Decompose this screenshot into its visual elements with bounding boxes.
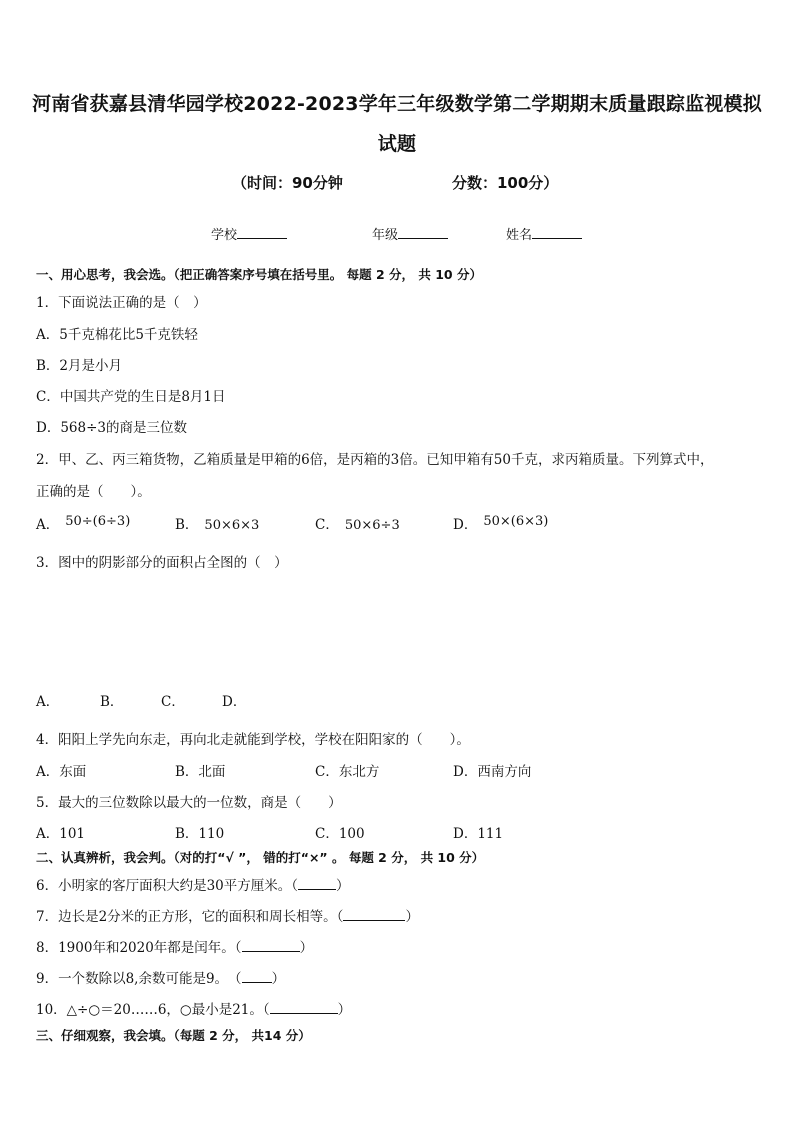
question-2-option-a	[36, 513, 130, 533]
name-blank[interactable]	[532, 226, 582, 239]
question-4-option-a: A．东面	[36, 764, 87, 780]
school-label: 学校	[211, 228, 238, 243]
question-9-answer-blank[interactable]	[242, 969, 272, 983]
question-3-option-b: B．	[100, 694, 124, 710]
question-2-option-b	[175, 513, 259, 533]
school-blank[interactable]	[237, 226, 287, 239]
option-d-expression: 50×(6×3)	[483, 514, 549, 529]
score-info: 分数：100分）	[452, 174, 559, 192]
question-10-text: 10．△÷○＝20……6，○最小是21。（	[36, 1002, 270, 1018]
question-4-option-b: B．北面	[175, 764, 226, 780]
question-7-answer-blank[interactable]	[343, 907, 405, 921]
name-field	[506, 224, 582, 243]
question-7-text: 7．边长是2分米的正方形，它的面积和周长相等。（	[36, 909, 344, 925]
question-10-close: ）	[337, 1002, 352, 1018]
option-a-expression: 50÷(6÷3)	[65, 514, 131, 529]
option-a-label: A．	[36, 517, 60, 533]
option-c-expression: 50×6÷3	[344, 518, 400, 533]
exam-title: 河南省获嘉县清华园学校2022-2023学年三年级数学第二学期期末质量跟踪监视模拟	[32, 93, 762, 115]
grade-label: 年级	[372, 228, 399, 243]
question-1-stem: 1．下面说法正确的是（ ）	[36, 295, 207, 311]
section-2-heading: 二、认真辨析，我会判。（对的打“√ ”， 错的打“×” 。 每题 2 分， 共 10 分）	[36, 850, 485, 865]
question-7-close: ）	[405, 909, 419, 925]
question-10-answer-blank[interactable]	[270, 1000, 338, 1014]
question-5-option-b: B．110	[175, 826, 225, 842]
question-1-option-d: D．568÷3的商是三位数	[36, 420, 187, 436]
option-b-expression: 50×6×3	[204, 518, 260, 533]
question-1-option-a: A．5千克棉花比5千克铁轻	[36, 327, 198, 343]
question-5-option-a: A．101	[36, 826, 86, 842]
question-4-option-c: C．东北方	[315, 764, 380, 780]
question-6-answer-blank[interactable]	[298, 876, 336, 890]
option-b-label: B．	[175, 517, 199, 533]
question-8-answer-blank[interactable]	[242, 938, 300, 952]
question-9-text: 9．一个数除以8,余数可能是9。 （	[36, 971, 242, 987]
question-9-close: ）	[271, 971, 286, 987]
section-3-heading: 三、仔细观察，我会填。（每题 2 分， 共14 分）	[36, 1028, 311, 1043]
question-1-option-b: B．2月是小月	[36, 358, 123, 374]
option-d-label: D．	[453, 517, 478, 533]
school-field	[211, 224, 287, 243]
question-2-option-d	[453, 513, 548, 533]
grade-field	[372, 224, 448, 243]
question-7	[36, 905, 419, 925]
question-2-option-c	[315, 513, 400, 533]
question-2-stem: 2．甲、乙、丙三箱货物，乙箱质量是甲箱的6倍，是丙箱的3倍。已知甲箱有50千克，求丙箱质量。下列算式中，	[36, 452, 714, 468]
name-label: 姓名	[506, 228, 533, 243]
question-4-option-d: D．西南方向	[453, 764, 532, 780]
grade-blank[interactable]	[398, 226, 448, 239]
option-c-label: C．	[315, 517, 339, 533]
question-8-close: ）	[299, 940, 314, 956]
section-1-heading: 一、用心思考，我会选。（把正确答案序号填在括号里。 每题 2 分， 共 10 分）	[36, 267, 482, 282]
question-2-stem-continued: 正确的是（ ）。	[36, 484, 151, 500]
question-3-option-d: D．	[222, 694, 247, 710]
exam-title-continued: 试题	[377, 133, 417, 155]
question-3-option-c: C．	[161, 694, 185, 710]
question-6	[36, 874, 350, 894]
question-6-close: ）	[336, 878, 350, 894]
question-3-option-a: A．	[36, 694, 60, 710]
question-5-option-c: C．100	[315, 826, 365, 842]
question-3-stem: 3．图中的阴影部分的面积占全图的（ ）	[36, 555, 288, 571]
question-4-stem: 4．阳阳上学先向东走，再向北走就能到学校，学校在阳阳家的（ ）。	[36, 732, 470, 748]
question-10	[36, 998, 351, 1018]
question-1-option-c: C．中国共产党的生日是8月1日	[36, 389, 226, 405]
question-8	[36, 936, 313, 956]
question-9	[36, 967, 285, 987]
question-8-text: 8．1900年和2020年都是闰年。（	[36, 940, 242, 956]
time-info: （时间：90分钟	[232, 174, 343, 192]
question-5-option-d: D．111	[453, 826, 504, 842]
question-5-stem: 5．最大的三位数除以最大的一位数，商是（ ）	[36, 795, 342, 811]
question-6-text: 6．小明家的客厅面积大约是30平方厘米。（	[36, 878, 299, 894]
